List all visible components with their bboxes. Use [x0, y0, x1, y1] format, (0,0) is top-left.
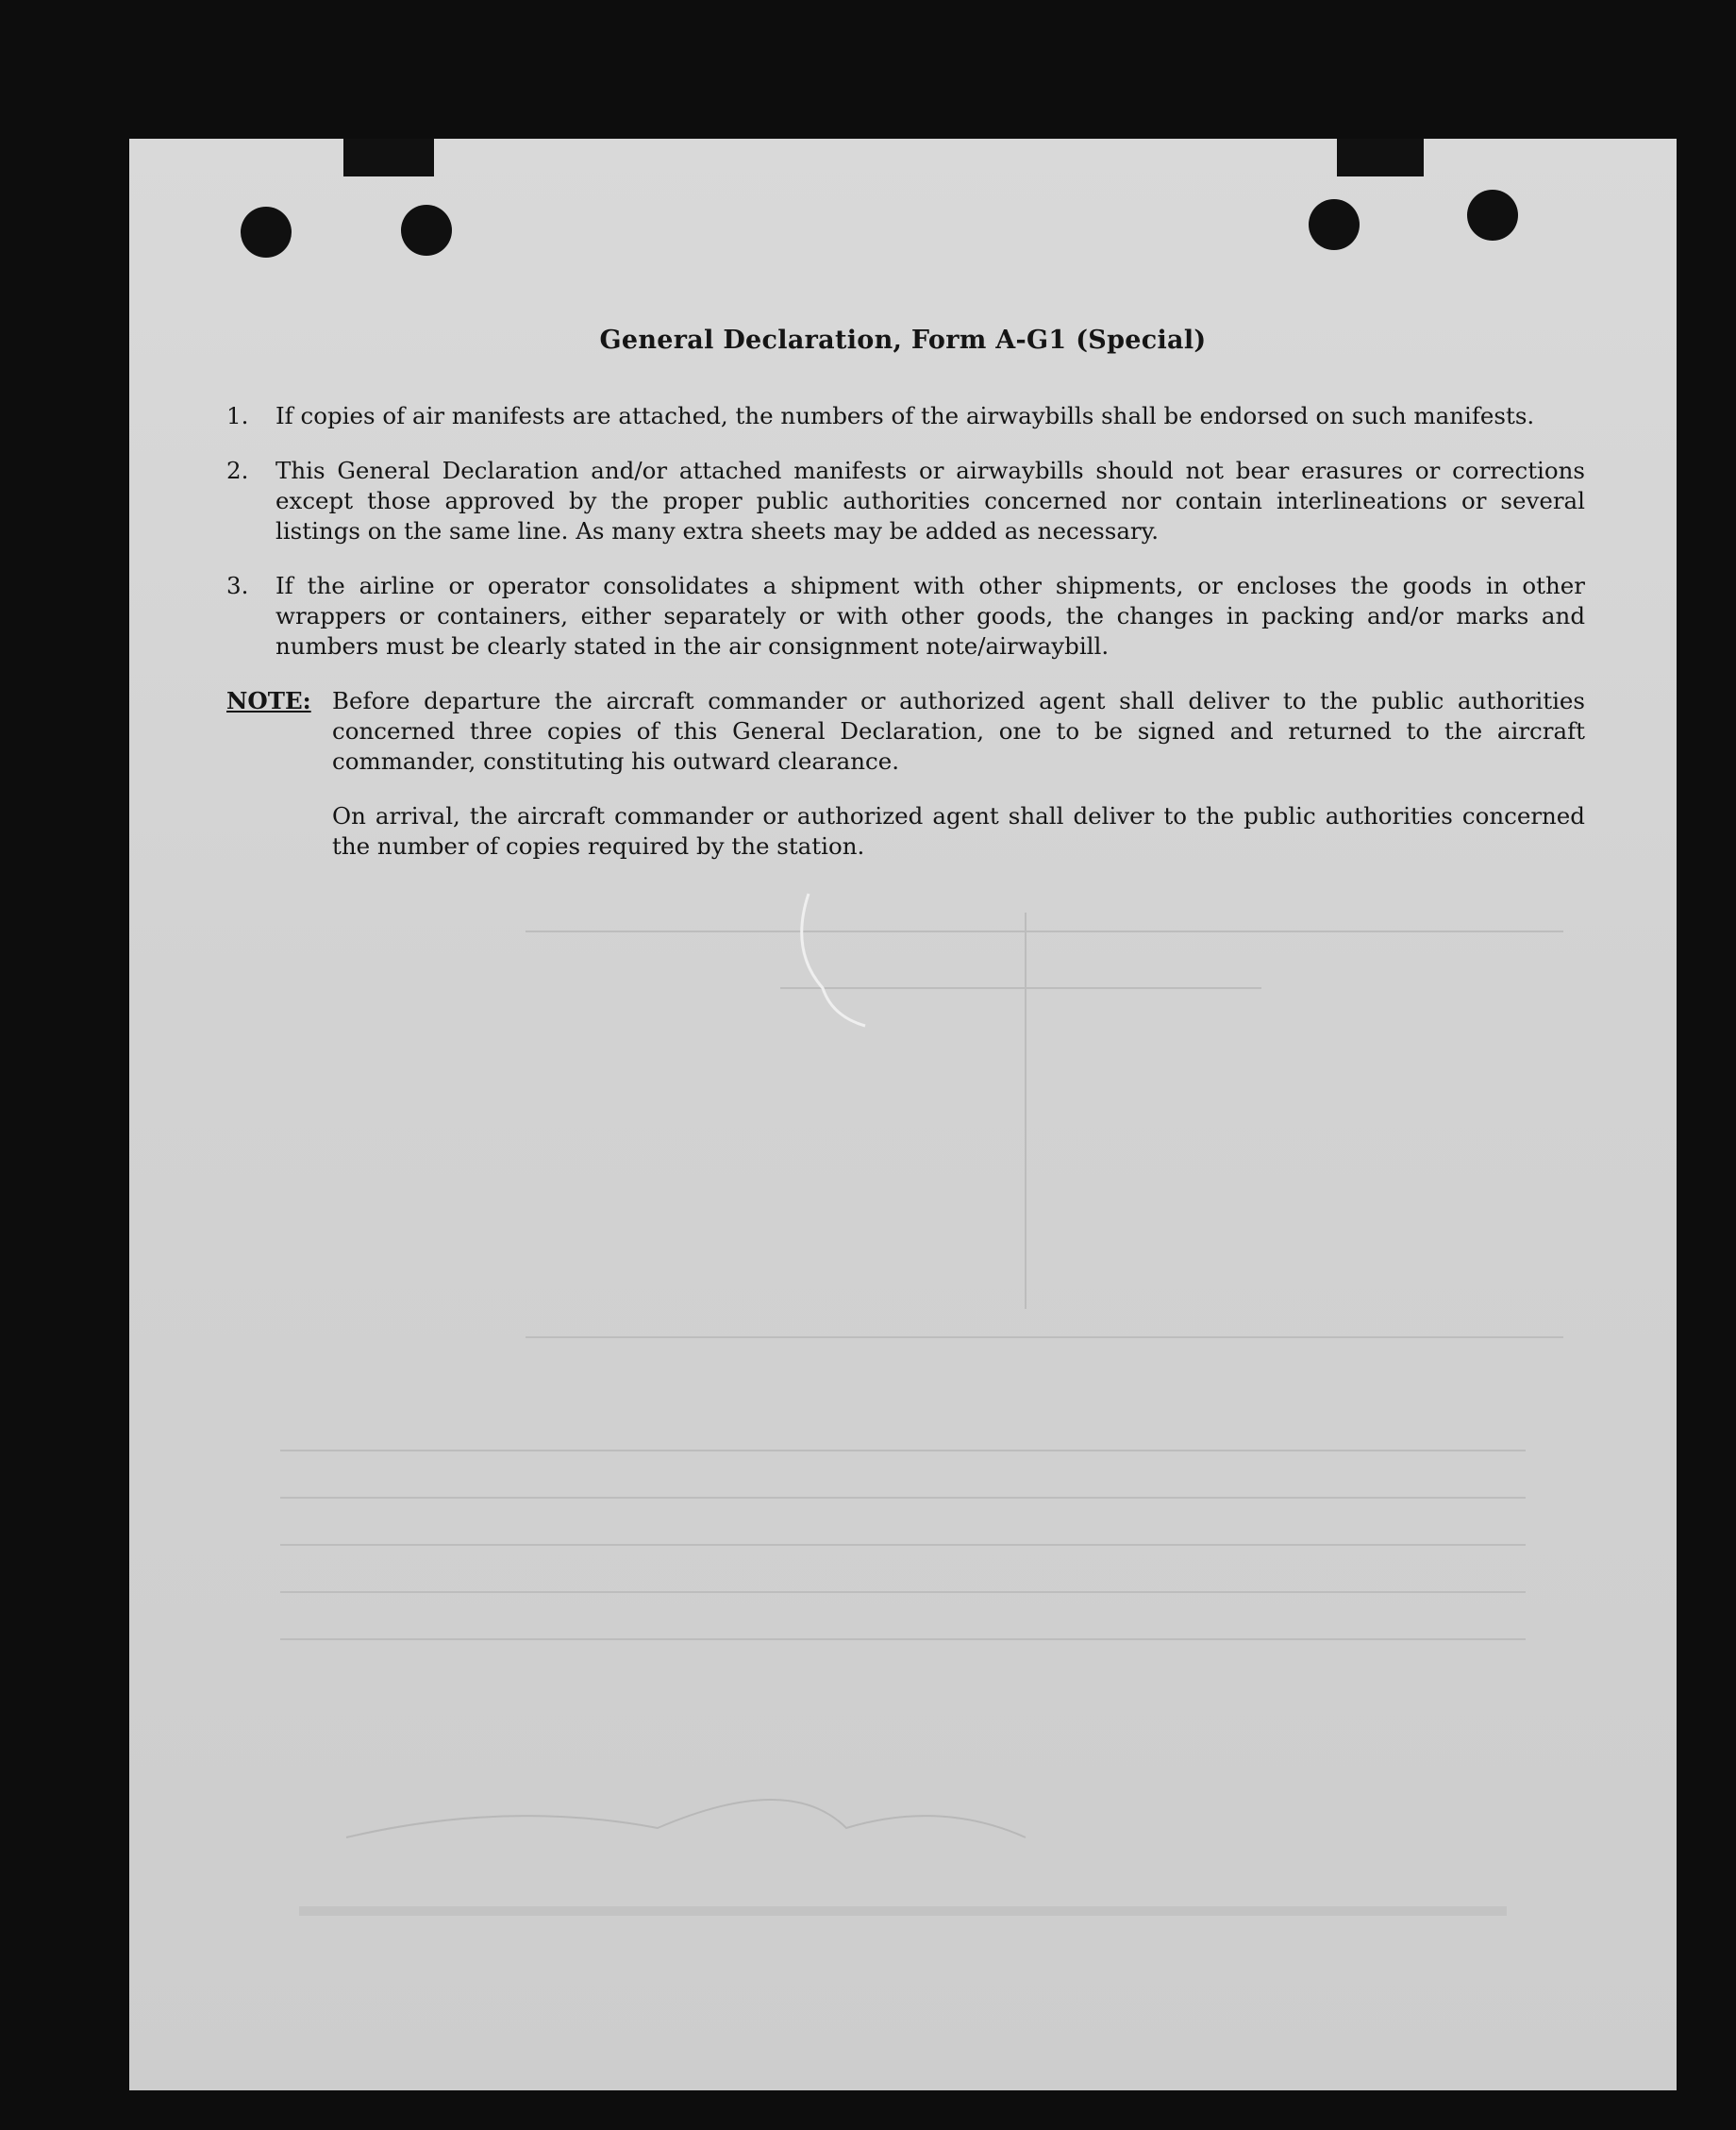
item-number: 2. — [226, 457, 249, 484]
instruction-item-2 — [226, 456, 1585, 546]
instruction-item-1 — [226, 401, 1585, 431]
note-paragraph-1: Before departure the aircraft commander or authorized agent shall deliver to the public authorities concerned three copies of this General Declaration, one to be signed and returned to the aircraft commander, constituting his outward clearance. — [332, 687, 1585, 775]
item-text: This General Declaration and/or attached manifests or airwaybills should not bear erasures or corrections except those approved by the proper public authorities concerned nor contain interlineations or several listings on the same line. As many extra sheets may be added as necessary. — [275, 457, 1585, 545]
white-scratch-mark — [802, 894, 865, 1026]
document-title: General Declaration, Form A-G1 (Special) — [599, 326, 1207, 355]
document-page — [129, 139, 1677, 2090]
note-paragraph-2: On arrival, the aircraft commander or authorized agent shall deliver to the public authorities concerned the number of copies required by the station. — [332, 802, 1585, 860]
item-text: If the airline or operator consolidates a shipment with other shipments, or encloses the goods in other wrappers or containers, either separately or with other goods, the changes in packing and/or marks and numbers must be clearly stated in the air consignment note/airwaybill. — [275, 572, 1585, 660]
note-section — [226, 686, 1585, 862]
item-number: 3. — [226, 572, 249, 599]
item-number: 1. — [226, 402, 249, 429]
bleed-through-marks — [129, 139, 1677, 2090]
note-label: NOTE: — [226, 687, 311, 714]
item-text: If copies of air manifests are attached, the numbers of the airwaybills shall be endorsed on such manifests. — [275, 402, 1535, 429]
instruction-item-3 — [226, 571, 1585, 662]
